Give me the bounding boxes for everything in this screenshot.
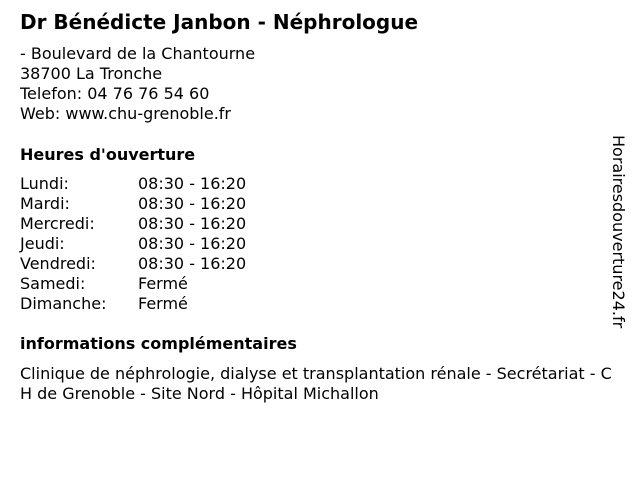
opening-hours-table <box>20 174 246 314</box>
info-heading: informations complémentaires <box>20 334 297 353</box>
info-description: Clinique de néphrologie, dialyse et transplantation rénale - Secrétariat - CH de Grenoble - Site Nord - Hôpital Michallon <box>20 364 612 403</box>
hours-row-thursday <box>20 234 246 254</box>
day-label: Dimanche: <box>20 294 107 313</box>
hours-row-monday <box>20 174 246 194</box>
time-value: 08:30 - 16:20 <box>138 194 247 213</box>
hours-row-sunday <box>20 294 246 314</box>
time-value: 08:30 - 16:20 <box>138 174 247 193</box>
hours-row-wednesday <box>20 214 246 234</box>
hours-row-tuesday <box>20 194 246 214</box>
time-value: Fermé <box>138 294 188 313</box>
hours-heading: Heures d'ouverture <box>20 145 196 164</box>
day-label: Jeudi: <box>20 234 65 253</box>
site-watermark: Horairesdouverture24.fr <box>609 135 628 329</box>
time-value: 08:30 - 16:20 <box>138 254 247 273</box>
address-block <box>20 44 255 124</box>
street-address: - Boulevard de la Chantourne <box>20 44 256 63</box>
hours-row-friday <box>20 254 246 274</box>
day-label: Lundi: <box>20 174 69 193</box>
day-label: Mardi: <box>20 194 70 213</box>
day-label: Mercredi: <box>20 214 95 233</box>
page-title: Dr Bénédicte Janbon - Néphrologue <box>20 10 419 34</box>
website: Web: www.chu-grenoble.fr <box>20 104 231 123</box>
day-label: Samedi: <box>20 274 86 293</box>
phone-number: Telefon: 04 76 76 54 60 <box>20 84 210 103</box>
time-value: 08:30 - 16:20 <box>138 214 247 233</box>
city-address: 38700 La Tronche <box>20 64 163 83</box>
hours-row-saturday <box>20 274 246 294</box>
day-label: Vendredi: <box>20 254 96 273</box>
time-value: Fermé <box>138 274 188 293</box>
time-value: 08:30 - 16:20 <box>138 234 247 253</box>
